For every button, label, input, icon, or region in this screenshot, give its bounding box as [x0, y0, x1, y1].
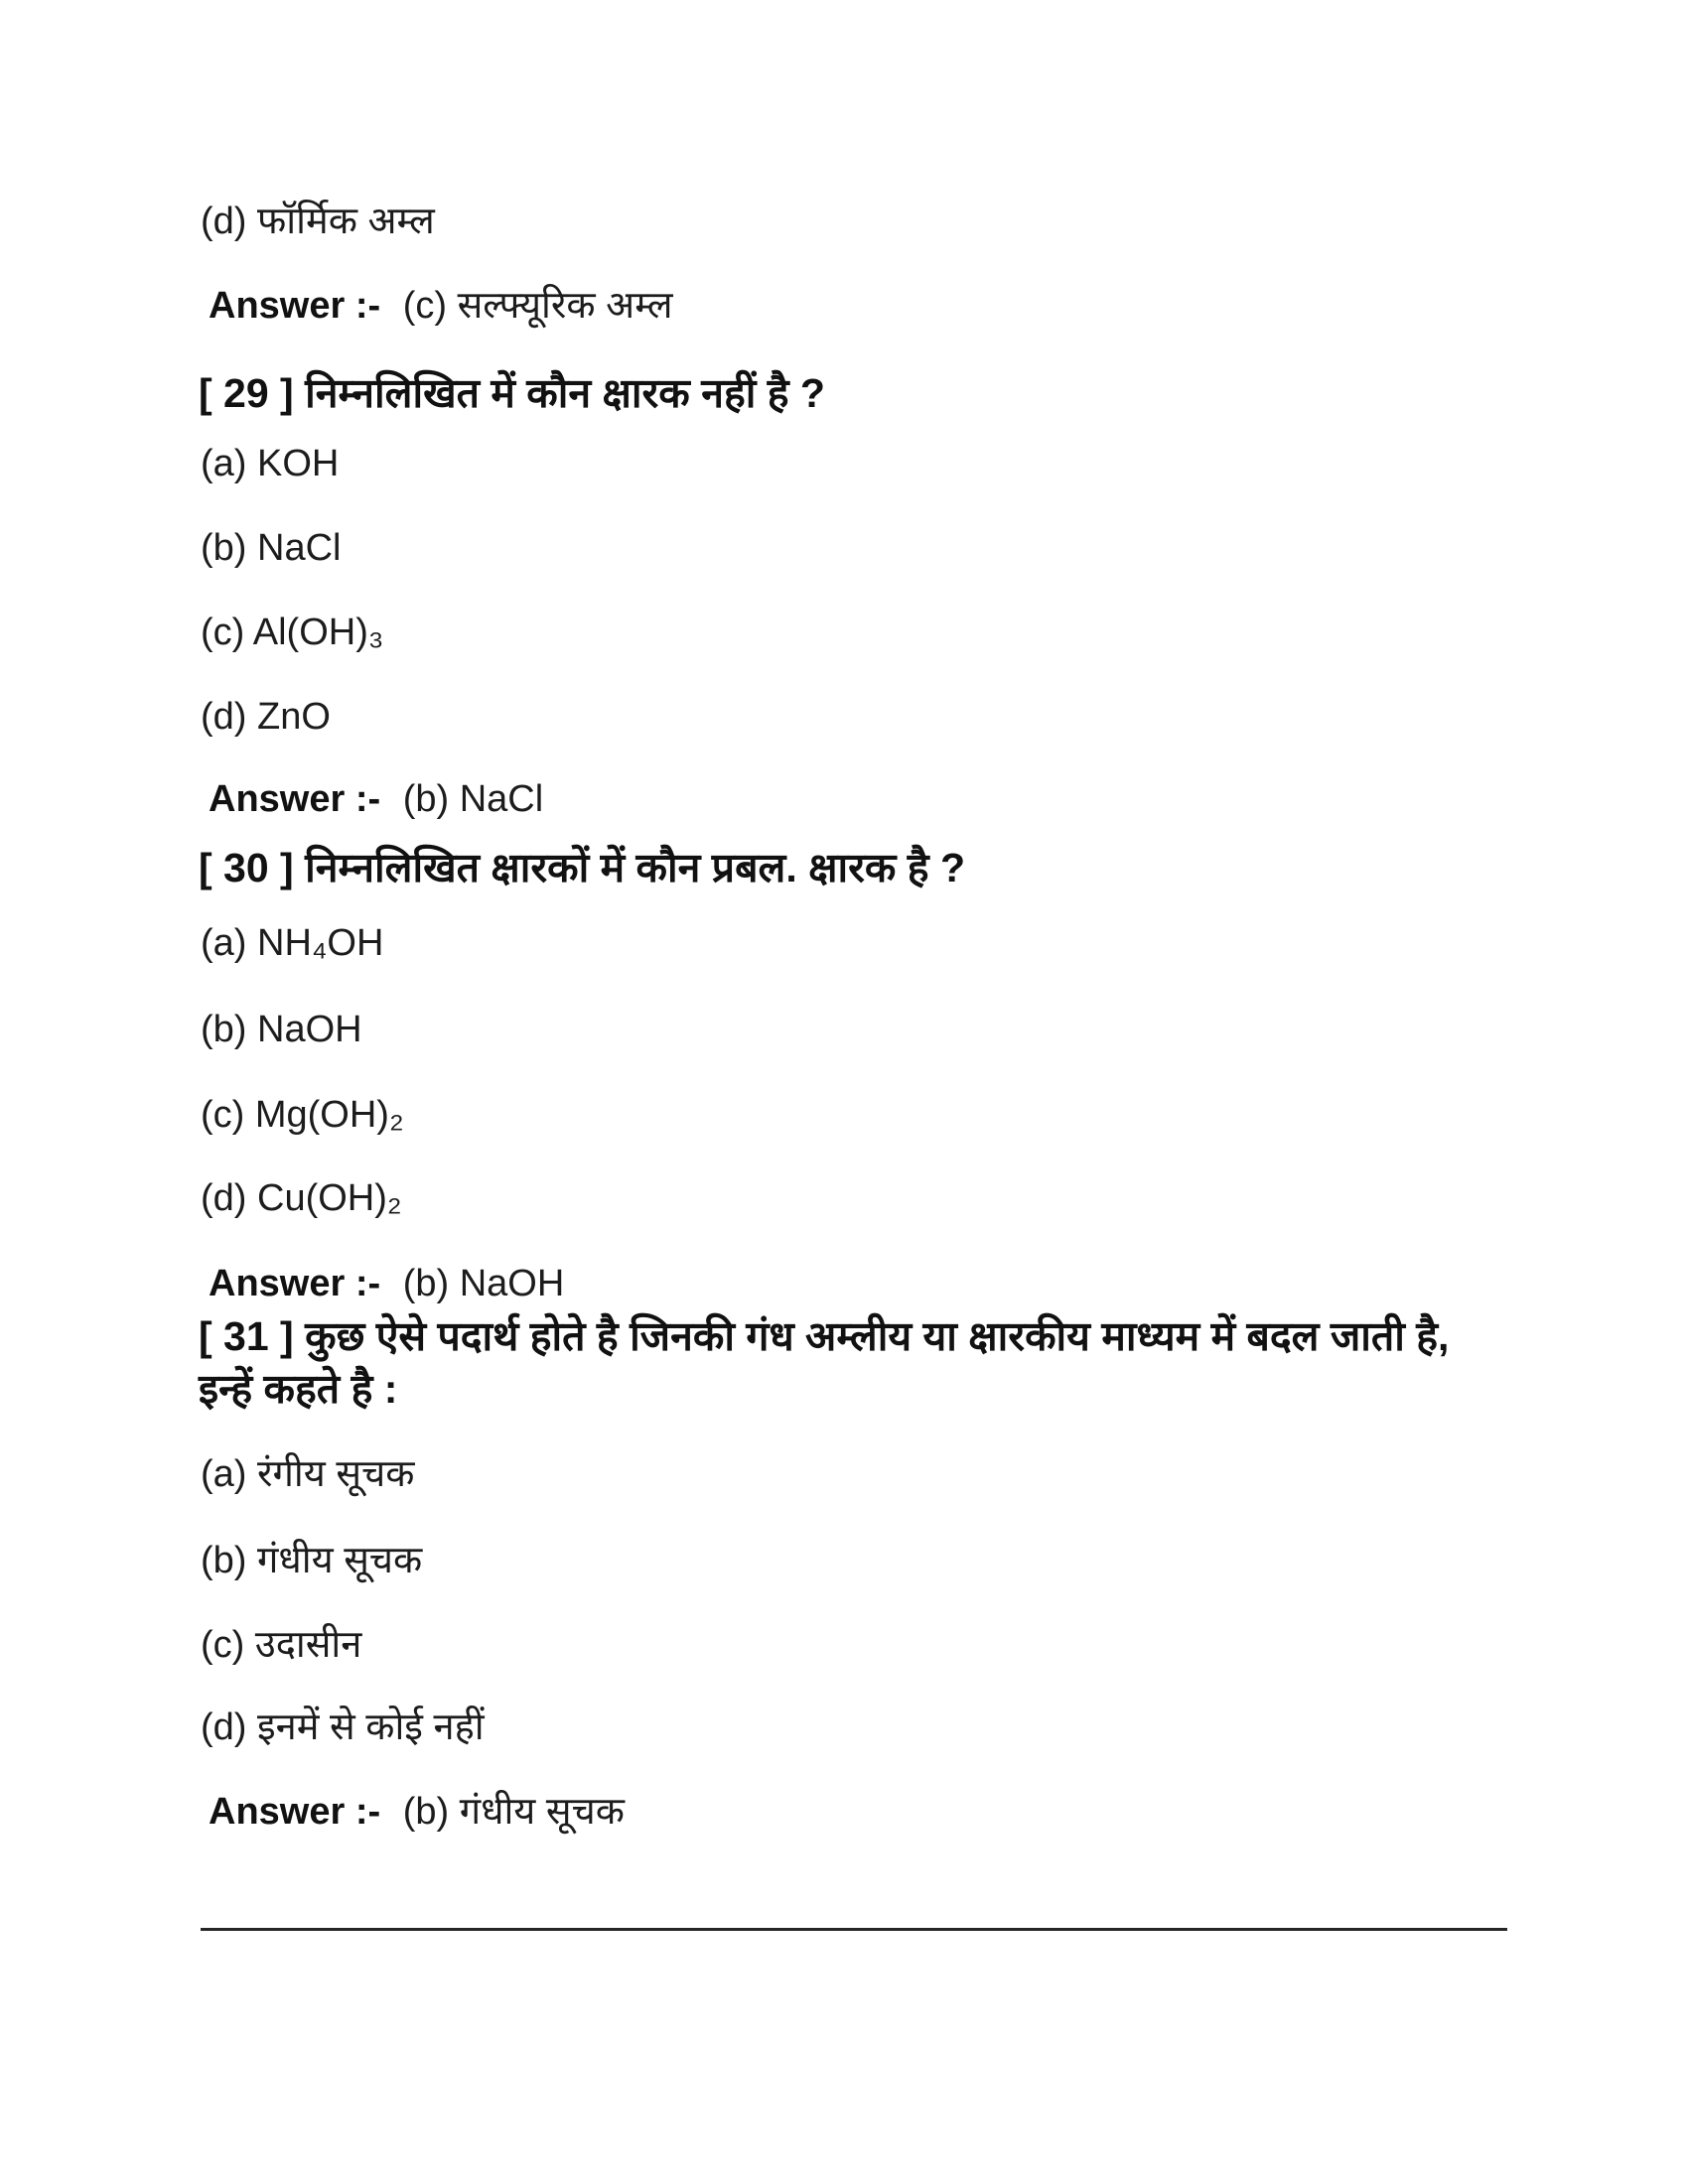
- question-29-heading: [ 29 ] निम्नलिखित में कौन क्षारक नहीं है ?: [199, 370, 825, 416]
- question-30-heading: [ 30 ] निम्नलिखित क्षारकों में कौन प्रबल. क्षारक है ?: [199, 845, 966, 890]
- answer-28-value: (c) सल्फ्यूरिक अम्ल: [402, 285, 673, 327]
- option-29-c: (c) Al(OH)₃: [201, 612, 384, 653]
- question-31-heading: [ 31 ] कुछ ऐसे पदार्थ होते है जिनकी गंध अम्लीय या क्षारकीय माध्यम में बदल जाती है, इन्हें कहते है :: [199, 1313, 1450, 1413]
- answer-28-label: Answer :-: [209, 285, 381, 327]
- option-29-b: (b) NaCl: [201, 527, 342, 569]
- option-31-d: (d) इनमें से कोई नहीं: [201, 1706, 485, 1748]
- option-31-b: (b) गंधीय सूचक: [201, 1540, 423, 1581]
- option-30-d: (d) Cu(OH)₂: [201, 1177, 402, 1219]
- page-divider-line: [201, 1928, 1507, 1931]
- answer-30-value: (b) NaOH: [402, 1263, 565, 1304]
- option-29-d: (d) ZnO: [201, 696, 331, 738]
- option-31-a: (a) रंगीय सूचक: [201, 1453, 415, 1495]
- option-29-a: (a) KOH: [201, 443, 340, 484]
- answer-31-label: Answer :-: [209, 1791, 381, 1833]
- answer-29-label: Answer :-: [209, 778, 381, 820]
- option-31-c: (c) उदासीन: [201, 1624, 362, 1666]
- answer-31: [209, 1789, 625, 1837]
- option-28-d: (d) फॉर्मिक अम्ल: [201, 201, 435, 242]
- answer-31-value: (b) गंधीय सूचक: [402, 1791, 625, 1833]
- answer-30-label: Answer :-: [209, 1263, 381, 1304]
- answer-29: [209, 776, 543, 824]
- option-30-b: (b) NaOH: [201, 1009, 362, 1050]
- answer-28: [209, 283, 673, 331]
- answer-30: [209, 1261, 564, 1308]
- answer-29-value: (b) NaCl: [402, 778, 544, 820]
- option-30-a: (a) NH₄OH: [201, 922, 384, 964]
- option-30-c: (c) Mg(OH)₂: [201, 1094, 404, 1136]
